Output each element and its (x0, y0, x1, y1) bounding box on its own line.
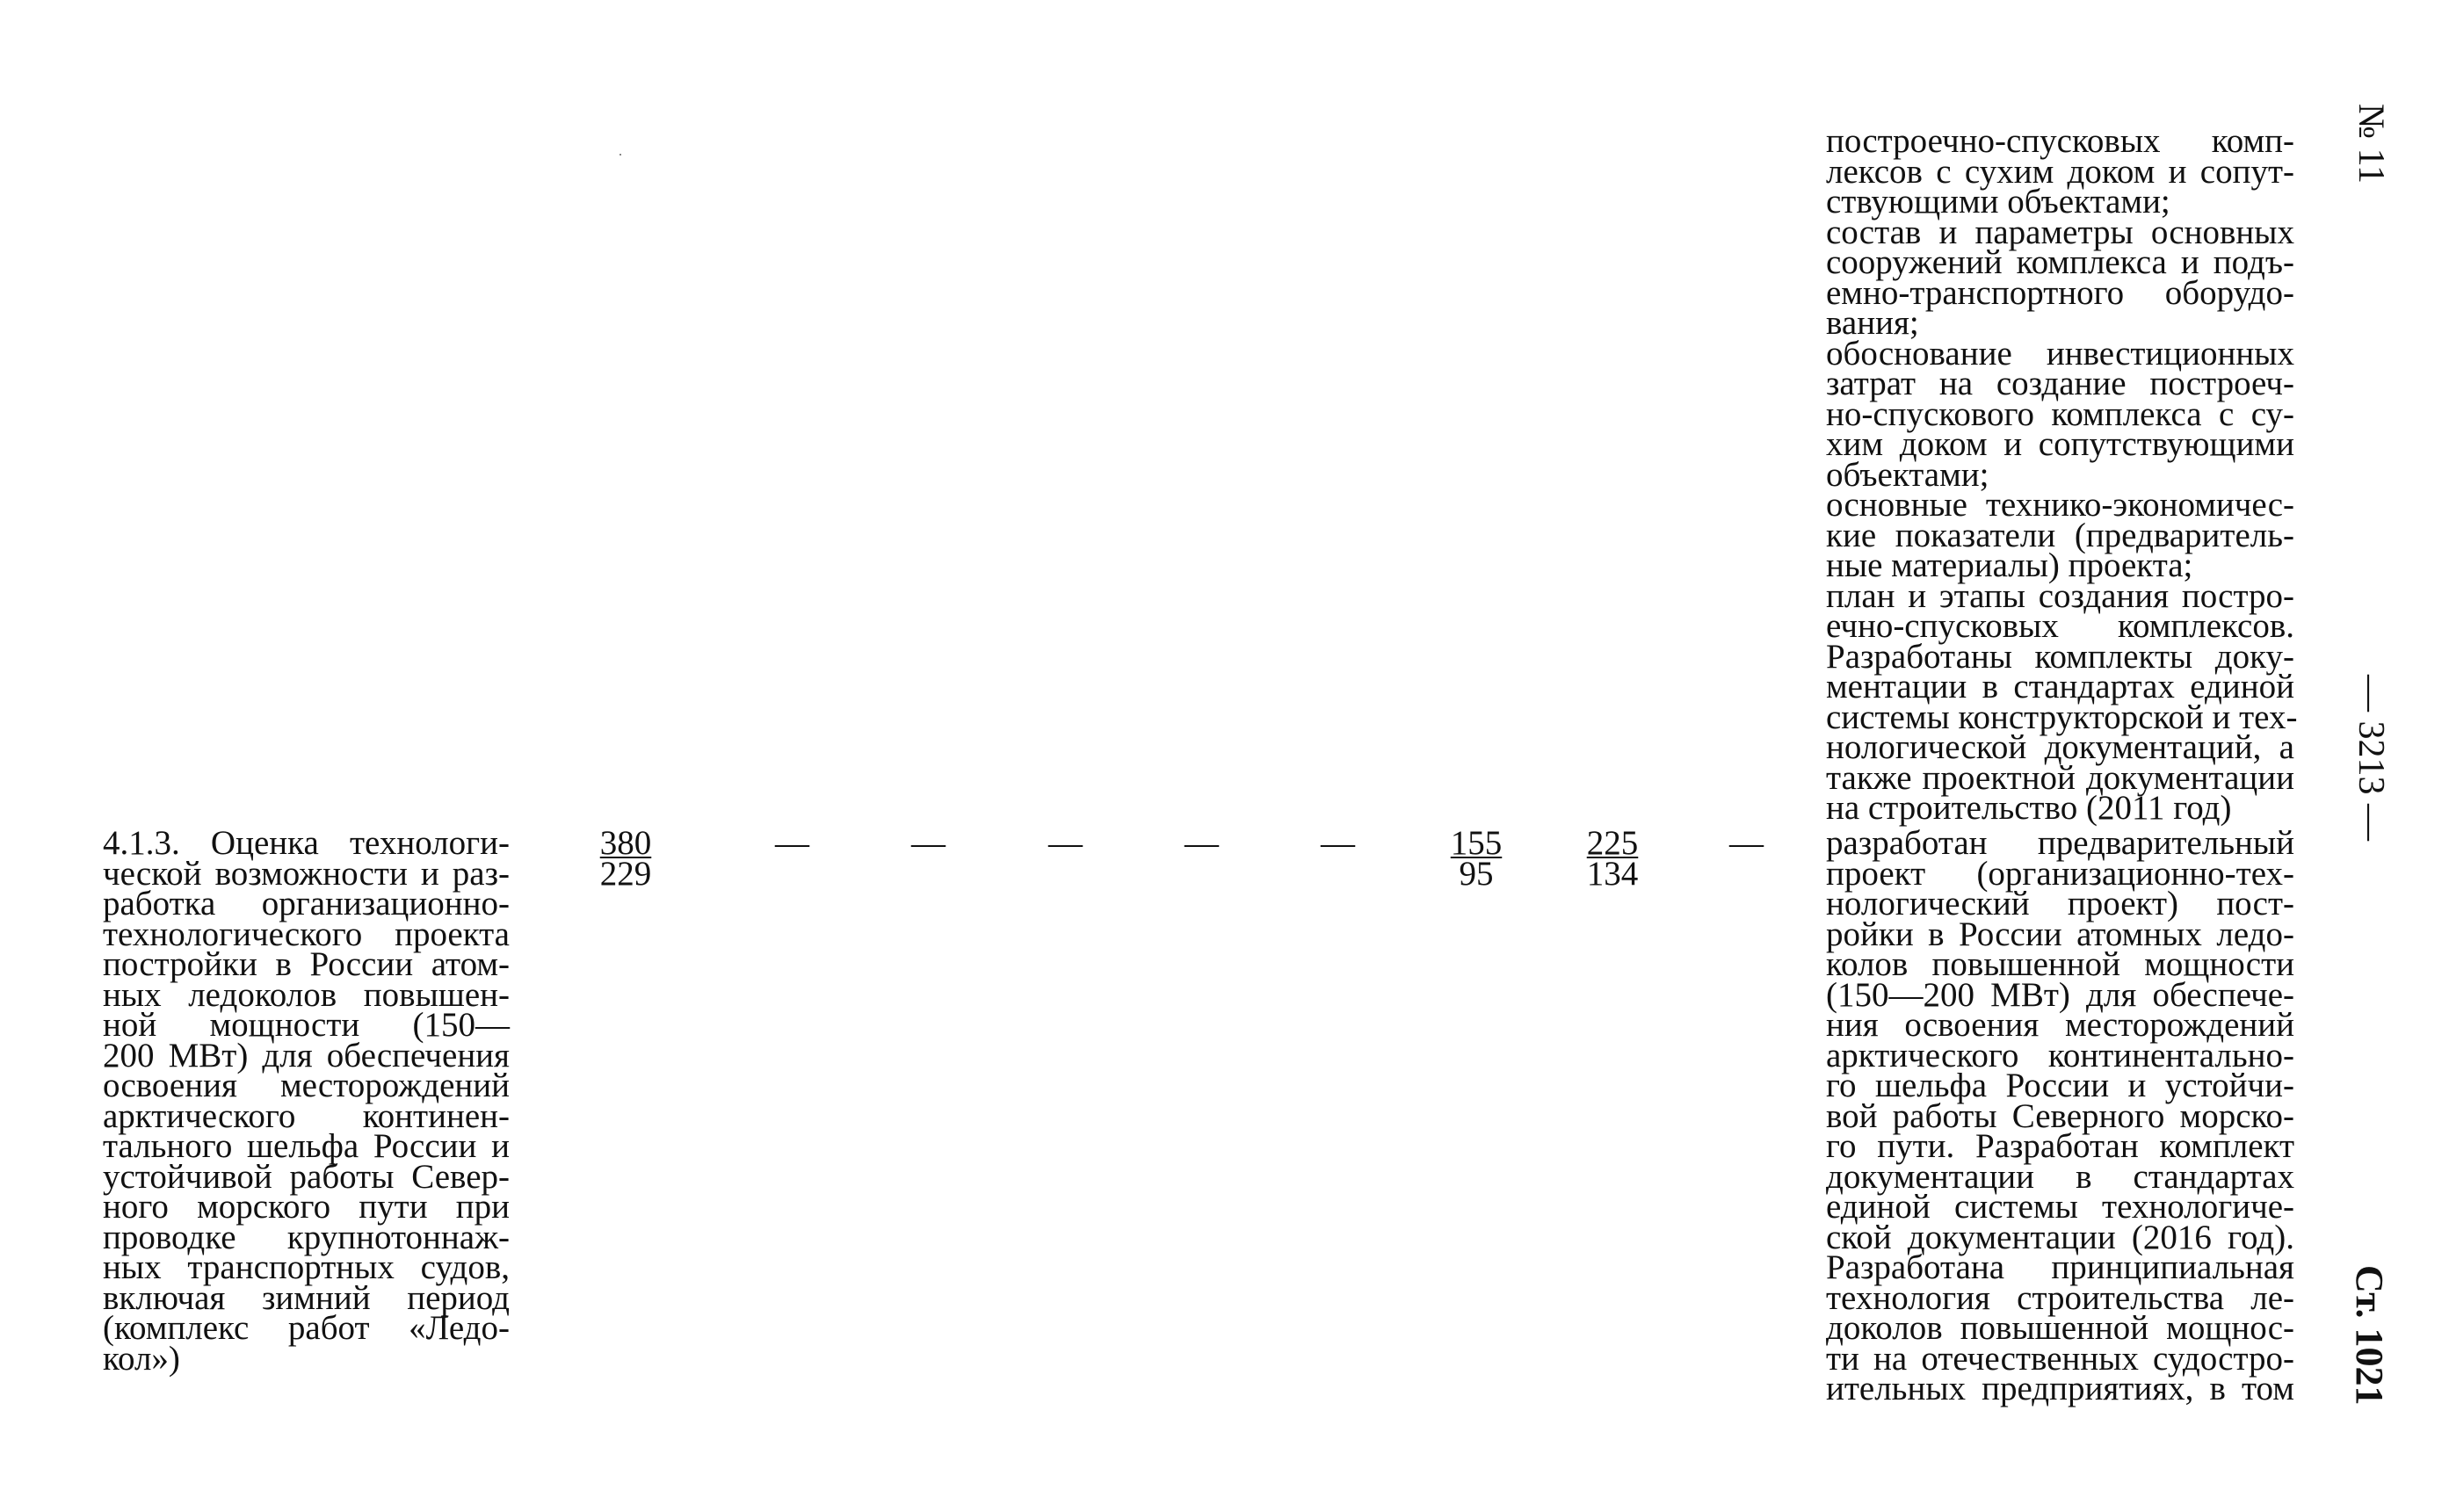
value-total (591, 824, 661, 893)
scan-speck (619, 154, 621, 156)
text-line: работка организационно- (103, 885, 510, 922)
text-line: ные материалы) проекта; (1826, 546, 2193, 584)
text-line: затрат на создание построеч- (1826, 365, 2294, 402)
text-line: единой системы технологиче- (1826, 1188, 2294, 1226)
text-line: постройки в России атом- (103, 945, 510, 983)
article-number: Ст. 1021 (2348, 1265, 2391, 1406)
text-line: ечно-спусковых комплексов. (1826, 607, 2294, 645)
item-title (103, 824, 510, 1378)
issue-number: № 11 (2351, 104, 2391, 184)
text-line: также проектной документации (1826, 758, 2294, 797)
value-planned: 380 (599, 824, 652, 862)
text-line: разработан предварительный (1826, 824, 2294, 862)
value-actual: 95 (1459, 854, 1494, 893)
value-dash: — (1048, 824, 1083, 862)
value-year-2 (1577, 824, 1648, 893)
text-line: ительных предприятиях, в том (1826, 1370, 2294, 1407)
text-line: (комплекс работ «Ледо- (103, 1309, 510, 1347)
text-line: тального шельфа России и (103, 1127, 510, 1165)
text-line: обоснование инвестиционных (1826, 334, 2294, 373)
value-actual: 134 (1586, 854, 1639, 893)
text-line: проект (организационно-тех- (1826, 854, 2294, 893)
description-continuation (1826, 122, 2298, 827)
text-line: арктического континентально- (1826, 1036, 2294, 1074)
text-line: емно-транспортного оборудо- (1826, 273, 2294, 312)
text-line: объектами; (1826, 455, 1989, 494)
text-line: ти на отечественных судостро- (1826, 1339, 2294, 1378)
text-line: (150—200 МВт) для обеспече- (1826, 975, 2294, 1014)
value-dash: — (775, 824, 809, 862)
text-line: ройки в России атомных ледо- (1826, 915, 2294, 953)
text-line: лексов с сухим доком и сопут- (1826, 152, 2294, 191)
text-line: ных транспортных судов, (103, 1248, 510, 1286)
text-line: колов повышенной мощности (1826, 945, 2294, 983)
value-planned: 155 (1450, 824, 1503, 862)
text-line: ментации в стандартах единой (1826, 668, 2294, 705)
text-line: на строительство (2011 год) (1826, 789, 2232, 827)
text-line: кие показатели (предваритель- (1826, 516, 2294, 554)
text-line: план и этапы создания постро- (1826, 576, 2294, 615)
text-line: хим доком и сопутствующими (1826, 425, 2294, 463)
text-line: основные технико-экономичес- (1826, 486, 2294, 524)
text-line: технологического проекта (103, 915, 510, 953)
text-line: но-спускового комплекса с су- (1826, 394, 2294, 433)
value-year-1 (1441, 824, 1511, 893)
value-planned: 225 (1586, 824, 1639, 862)
text-line: нологической документаций, а (1826, 728, 2294, 766)
text-line: ской документации (2016 год). (1826, 1218, 2294, 1256)
value-actual: 229 (599, 854, 652, 893)
text-line: арктического континен- (103, 1096, 510, 1135)
value-dash: — (1729, 824, 1764, 862)
text-line: 200 МВт) для обеспечения (103, 1036, 510, 1074)
text-line: го шельфа России и устойчи- (1826, 1067, 2294, 1104)
text-line: го пути. Разработан комплект (1826, 1127, 2294, 1165)
text-line: технология строительства ле- (1826, 1278, 2294, 1317)
text-line: документации в стандартах (1826, 1157, 2294, 1196)
text-line: вания; (1826, 304, 1919, 342)
value-dash: — (1321, 824, 1355, 862)
text-line: доколов повышенной мощнос- (1826, 1309, 2294, 1347)
text-line: ния освоения месторождений (1826, 1006, 2294, 1044)
value-dash: — (1185, 824, 1219, 862)
item-description (1826, 824, 2294, 1407)
text-line: Разработана принципиальная (1826, 1248, 2294, 1286)
text-line: включая зимний период (103, 1278, 510, 1317)
text-line: ных ледоколов повышен- (103, 975, 510, 1014)
text-line: ческой возможности и раз- (103, 854, 510, 893)
text-line: кол») (103, 1339, 180, 1378)
text-line: освоения месторождений (103, 1067, 510, 1104)
page-number: — 3213 — (2351, 675, 2391, 841)
value-dash: — (911, 824, 946, 862)
text-line: проводке крупнотоннаж- (103, 1218, 510, 1256)
text-line: ной мощности (150— (103, 1006, 510, 1044)
text-line: ного морского пути при (103, 1188, 510, 1226)
text-line: построечно-спусковых комп- (1826, 122, 2294, 160)
text-line: устойчивой работы Север- (103, 1157, 510, 1196)
text-line: 4.1.3. Оценка технологи- (103, 824, 510, 862)
text-line: состав и параметры основных (1826, 213, 2294, 251)
text-line: нологический проект) пост- (1826, 885, 2294, 922)
text-line: сооружений комплекса и подъ- (1826, 243, 2294, 281)
text-line: системы конструкторской и тех- (1826, 698, 2298, 736)
text-line: ствующими объектами; (1826, 183, 2170, 221)
text-line: вой работы Северного морско- (1826, 1096, 2294, 1135)
text-line: Разработаны комплекты доку- (1826, 637, 2294, 676)
